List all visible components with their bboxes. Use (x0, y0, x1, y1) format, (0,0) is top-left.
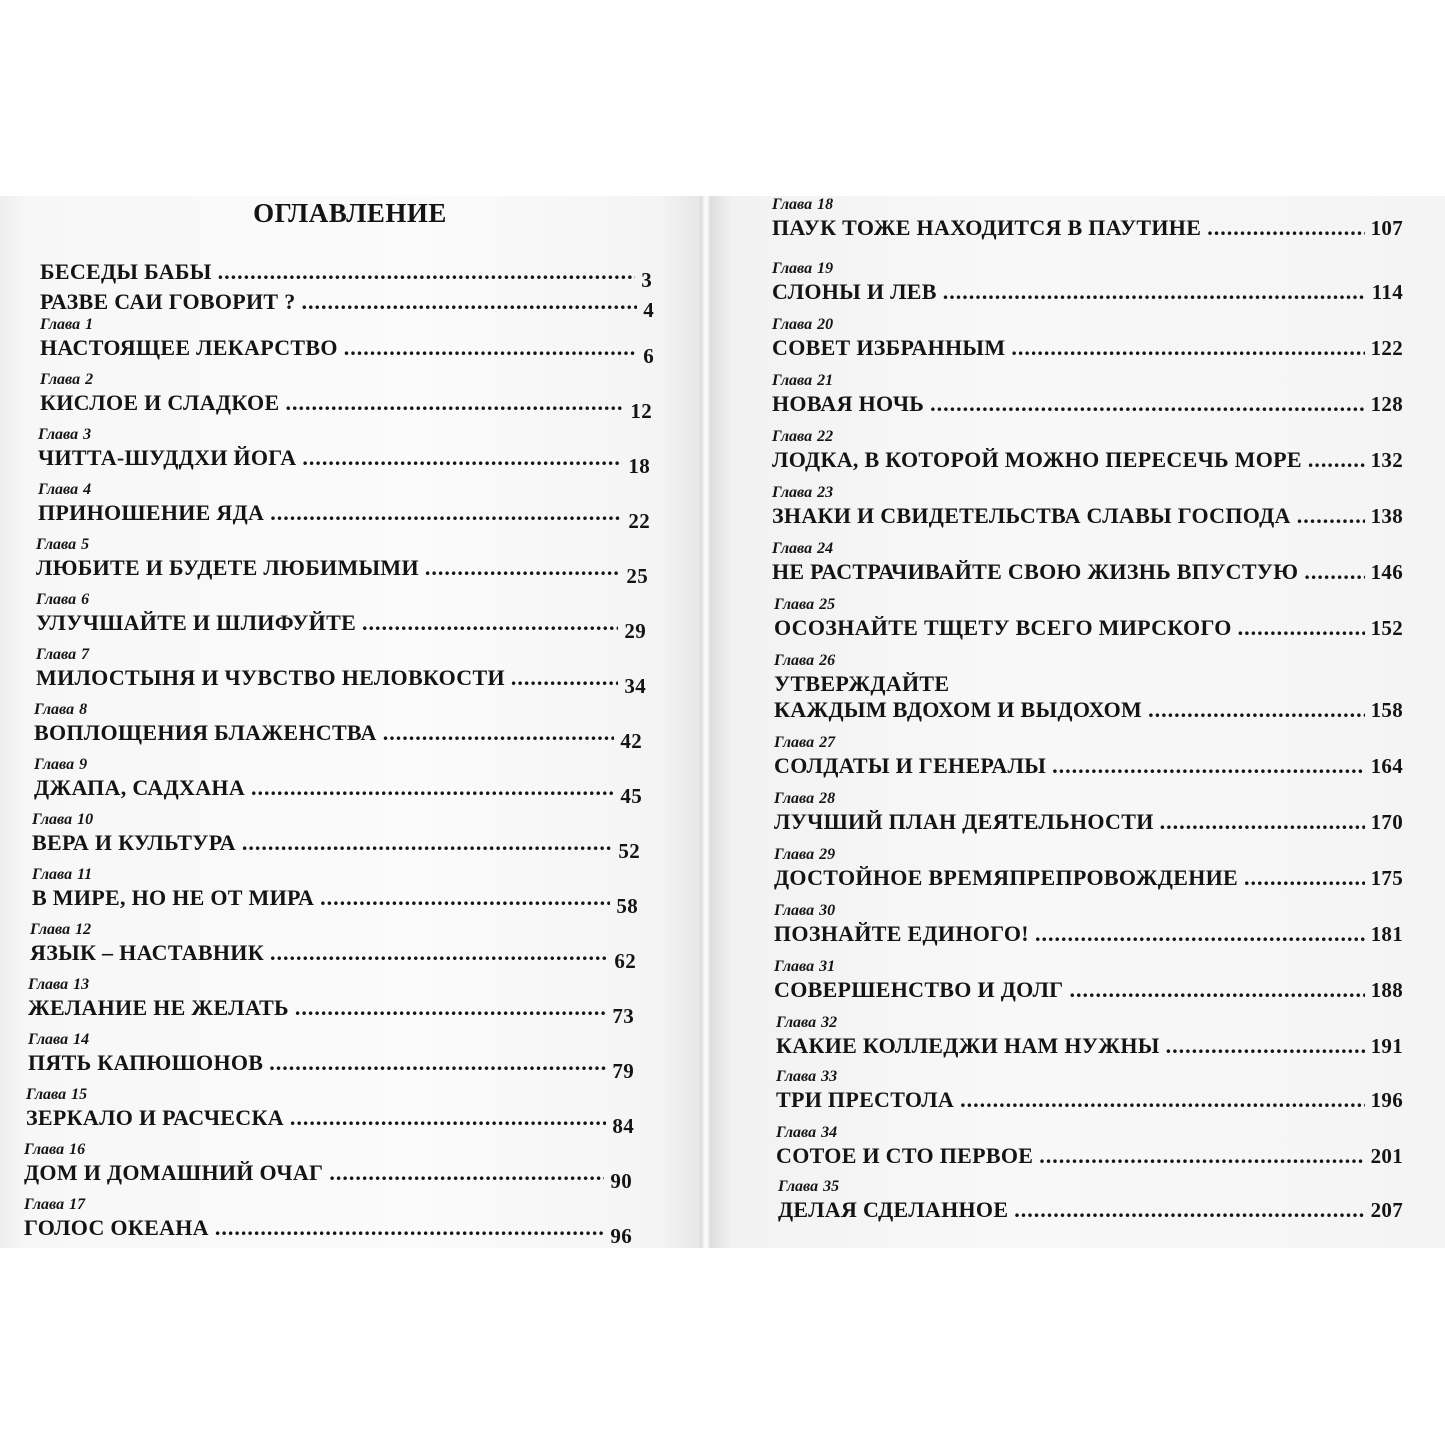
toc-entry (36, 536, 648, 588)
entry-title: ЛОДКА, В КОТОРОЙ МОЖНО ПЕРЕСЕЧЬ МОРЕ (772, 447, 1302, 472)
chapter-word: Глава (776, 1068, 817, 1085)
chapter-label (32, 811, 93, 829)
toc-entry (26, 1086, 634, 1138)
toc-entry (28, 976, 634, 1028)
chapter-word: Глава (774, 790, 815, 807)
page-number: 196 (1370, 1088, 1403, 1112)
chapter-number: 22 (817, 428, 834, 445)
page-number: 4 (643, 298, 654, 322)
toc-entry (36, 591, 646, 643)
chapter-word: Глава (36, 591, 77, 608)
dot-leader (1244, 864, 1365, 892)
entry-title: ЖЕЛАНИЕ НЕ ЖЕЛАТЬ (28, 995, 289, 1020)
chapter-word: Глава (34, 756, 75, 773)
entry-row (28, 1049, 634, 1083)
chapter-number: 23 (817, 484, 834, 501)
entry-row (38, 444, 650, 478)
left-page (0, 196, 702, 1248)
page-number: 207 (1370, 1198, 1403, 1222)
toc-entry (772, 372, 1403, 424)
entry-row (772, 558, 1403, 586)
page-number: 79 (612, 1059, 634, 1083)
entry-row (34, 774, 642, 808)
entry-title: КИСЛОЕ И СЛАДКОЕ (40, 390, 280, 415)
chapter-label (26, 1086, 87, 1104)
entry-title: ПАУК ТОЖЕ НАХОДИТСЯ В ПАУТИНЕ (772, 215, 1202, 240)
chapter-word: Глава (24, 1196, 65, 1213)
chapter-label (40, 371, 93, 389)
chapter-word: Глава (772, 260, 813, 277)
toc-entry (774, 596, 1403, 648)
chapter-word: Глава (774, 958, 815, 975)
dot-leader (960, 1086, 1364, 1114)
chapter-word: Глава (776, 1124, 817, 1141)
dot-leader (1160, 808, 1365, 836)
entry-row (774, 920, 1403, 948)
toc-entry (34, 701, 642, 753)
dot-leader (1035, 920, 1365, 948)
chapter-number: 31 (819, 958, 836, 975)
chapter-label (774, 846, 835, 864)
dot-leader (1148, 696, 1365, 724)
page-number: 58 (616, 894, 638, 918)
chapter-label (36, 646, 89, 664)
toc-entry (30, 921, 636, 973)
page-number: 152 (1370, 616, 1403, 640)
toc-entry (32, 811, 640, 863)
chapter-word: Глава (774, 846, 815, 863)
entry-row (774, 864, 1403, 892)
chapter-number: 15 (71, 1086, 88, 1103)
chapter-word: Глава (36, 646, 77, 663)
toc-entry (776, 1068, 1403, 1120)
dot-leader (1207, 214, 1364, 242)
dot-leader (383, 719, 615, 747)
chapter-number: 32 (821, 1014, 838, 1031)
chapter-label (40, 316, 93, 334)
chapter-label (772, 196, 833, 214)
page-number: 138 (1370, 504, 1403, 528)
chapter-word: Глава (772, 316, 813, 333)
entry-title: НОВАЯ НОЧЬ (772, 391, 925, 416)
entry-title: В МИРЕ, НО НЕ ОТ МИРА (32, 885, 315, 910)
dot-leader (1039, 1142, 1364, 1170)
toc-entry (776, 1014, 1403, 1066)
chapter-word: Глава (24, 1141, 65, 1158)
chapter-label (772, 316, 833, 334)
chapter-label (772, 372, 833, 390)
chapter-number: 26 (819, 652, 836, 669)
entry-title: ГОЛОС ОКЕАНА (24, 1215, 209, 1240)
dot-leader (1297, 502, 1365, 530)
chapter-number: 7 (81, 646, 90, 663)
entry-title-line (774, 670, 1403, 698)
dot-leader (344, 334, 637, 362)
dot-leader (270, 499, 622, 527)
chapter-number: 33 (821, 1068, 838, 1085)
entry-title: КАКИЕ КОЛЛЕДЖИ НАМ НУЖНЫ (776, 1033, 1160, 1058)
chapter-number: 4 (83, 481, 92, 498)
page-number: 191 (1370, 1034, 1403, 1058)
dot-leader (362, 609, 618, 637)
chapter-word: Глава (774, 652, 815, 669)
entry-row (772, 390, 1403, 418)
toc-entry (772, 540, 1403, 592)
entry-title: СОТОЕ И СТО ПЕРВОЕ (776, 1143, 1034, 1168)
dot-leader (1052, 752, 1364, 780)
entry-title: СОВЕТ ИЗБРАННЫМ (772, 335, 1006, 360)
chapter-number: 21 (817, 372, 834, 389)
entry-title: ЧИТТА-ШУДДХИ ЙОГА (38, 445, 297, 470)
chapter-number: 25 (819, 596, 836, 613)
chapter-label (24, 1196, 85, 1214)
entry-row (30, 939, 636, 973)
chapter-label (774, 902, 835, 920)
chapter-number: 24 (817, 540, 834, 557)
dot-leader (251, 774, 614, 802)
toc-entry (24, 1196, 632, 1248)
right-page (710, 196, 1445, 1248)
entry-row (32, 884, 638, 918)
toc-entry (38, 426, 650, 478)
dot-leader (215, 1214, 605, 1242)
page-number: 34 (624, 674, 646, 698)
entry-row (774, 808, 1403, 836)
chapter-label (38, 481, 91, 499)
dot-leader (302, 444, 622, 472)
chapter-number: 19 (817, 260, 834, 277)
entry-row (776, 1086, 1403, 1114)
entry-row (38, 499, 650, 533)
chapter-word: Глава (772, 372, 813, 389)
toc-entry (40, 371, 652, 423)
entry-title: УЛУЧШАЙТЕ И ШЛИФУЙТЕ (36, 610, 357, 635)
chapter-word: Глава (34, 701, 75, 718)
dot-leader (1014, 1196, 1364, 1224)
toc-entry (774, 958, 1403, 1010)
toc-title: ОГЛАВЛЕНИЕ (253, 198, 447, 228)
dot-leader (1238, 614, 1365, 642)
chapter-word: Глава (26, 1086, 67, 1103)
chapter-label (38, 426, 91, 444)
toc-entry (24, 1141, 632, 1193)
entry-title: ПРИНОШЕНИЕ ЯДА (38, 500, 265, 525)
dot-leader (1069, 976, 1364, 1004)
chapter-label (772, 484, 833, 502)
entry-title: РАЗВЕ САИ ГОВОРИТ ? (40, 289, 296, 314)
chapter-word: Глава (772, 428, 813, 445)
page-number: 114 (1371, 280, 1403, 304)
dot-leader (1166, 1032, 1365, 1060)
entry-title: ПЯТЬ КАПЮШОНОВ (28, 1050, 264, 1075)
page-number: 29 (624, 619, 646, 643)
chapter-word: Глава (40, 371, 81, 388)
chapter-label (772, 540, 833, 558)
dot-leader (930, 390, 1364, 418)
page-number: 201 (1370, 1144, 1403, 1168)
page-number: 52 (618, 839, 640, 863)
chapter-number: 27 (819, 734, 836, 751)
entry-row (40, 288, 654, 322)
entry-title: ОСОЗНАЙТЕ ТЩЕТУ ВСЕГО МИРСКОГО (774, 615, 1232, 640)
dot-leader (329, 1159, 604, 1187)
chapter-label (774, 958, 835, 976)
toc-entry (772, 316, 1403, 368)
entry-row (774, 752, 1403, 780)
entry-title: ВОПЛОЩЕНИЯ БЛАЖЕНСТВА (34, 720, 377, 745)
entry-title: ЛЮБИТЕ И БУДЕТЕ ЛЮБИМЫМИ (36, 555, 419, 580)
chapter-number: 6 (81, 591, 90, 608)
page-number: 42 (620, 729, 642, 753)
dot-leader (302, 288, 638, 316)
toc-entry (772, 428, 1403, 480)
chapter-label (774, 652, 835, 670)
entry-row (40, 334, 654, 368)
chapter-label (772, 260, 833, 278)
entry-title: ДОМ И ДОМАШНИЙ ОЧАГ (24, 1160, 324, 1185)
entry-row (772, 334, 1403, 362)
toc-entry (34, 756, 642, 808)
chapter-number: 34 (821, 1124, 838, 1141)
chapter-number: 3 (83, 426, 92, 443)
page-number: 107 (1370, 216, 1403, 240)
dot-leader (425, 554, 620, 582)
entry-title: ЯЗЫК – НАСТАВНИК (30, 940, 264, 965)
chapter-number: 1 (85, 316, 94, 333)
chapter-number: 28 (819, 790, 836, 807)
entry-title: УТВЕРЖДАЙТЕ (774, 671, 950, 696)
entry-row (24, 1214, 632, 1248)
chapter-label (34, 756, 87, 774)
chapter-word: Глава (28, 1031, 69, 1048)
chapter-number: 18 (817, 196, 834, 213)
entry-title: ЗНАКИ И СВИДЕТЕЛЬСТВА СЛАВЫ ГОСПОДА (772, 503, 1291, 528)
toc-entry (772, 260, 1403, 312)
chapter-label (776, 1068, 837, 1086)
chapter-word: Глава (772, 540, 813, 557)
page-number: 122 (1370, 336, 1403, 360)
page-number: 90 (610, 1169, 632, 1193)
page-number: 175 (1370, 866, 1403, 890)
page-number: 96 (610, 1224, 632, 1248)
entry-row (40, 389, 652, 423)
dot-leader (320, 884, 610, 912)
dot-leader (218, 258, 636, 286)
page-number: 73 (612, 1004, 634, 1028)
chapter-number: 8 (79, 701, 88, 718)
entry-row (776, 1142, 1403, 1170)
chapter-number: 13 (73, 976, 90, 993)
entry-title: ДЕЛАЯ СДЕЛАННОЕ (778, 1197, 1009, 1222)
entry-row (32, 829, 640, 863)
entry-row (774, 696, 1403, 724)
page-number: 132 (1370, 448, 1403, 472)
page-number: 170 (1370, 810, 1403, 834)
chapter-number: 29 (819, 846, 836, 863)
page-number: 22 (628, 509, 650, 533)
toc-entry (774, 790, 1403, 842)
dot-leader (1011, 334, 1364, 362)
chapter-word: Глава (38, 426, 79, 443)
chapter-number: 16 (69, 1141, 86, 1158)
entry-row (776, 1032, 1403, 1060)
chapter-number: 20 (817, 316, 834, 333)
chapter-word: Глава (38, 481, 79, 498)
entry-title: НЕ РАСТРАЧИВАЙТЕ СВОЮ ЖИЗНЬ ВПУСТУЮ (772, 559, 1299, 584)
toc-entry (774, 652, 1403, 732)
dot-leader (1308, 446, 1365, 474)
chapter-word: Глава (772, 484, 813, 501)
entry-row (36, 664, 646, 698)
entry-row (28, 994, 634, 1028)
page-number: 164 (1370, 754, 1403, 778)
toc-entry (32, 866, 638, 918)
entry-title: ТРИ ПРЕСТОЛА (776, 1087, 955, 1112)
entry-row (778, 1196, 1403, 1224)
page-number: 62 (614, 949, 636, 973)
chapter-label (778, 1178, 839, 1196)
entry-row (40, 258, 652, 292)
page-number: 146 (1370, 560, 1403, 584)
entry-title: ВЕРА И КУЛЬТУРА (32, 830, 236, 855)
chapter-number: 12 (75, 921, 92, 938)
chapter-number: 10 (77, 811, 94, 828)
page-number: 45 (620, 784, 642, 808)
page-number: 158 (1370, 698, 1403, 722)
entry-title: ЛУЧШИЙ ПЛАН ДЕЯТЕЛЬНОСТИ (774, 809, 1154, 834)
chapter-word: Глава (36, 536, 77, 553)
chapter-word: Глава (778, 1178, 819, 1195)
chapter-number: 30 (819, 902, 836, 919)
chapter-word: Глава (40, 316, 81, 333)
toc-entry (778, 1178, 1403, 1230)
toc-entry (28, 1031, 634, 1083)
dot-leader (270, 939, 608, 967)
chapter-word: Глава (30, 921, 71, 938)
toc-entry (772, 484, 1403, 536)
entry-row (772, 502, 1403, 530)
entry-row (772, 278, 1403, 306)
toc-entry (774, 902, 1403, 954)
entry-title: КАЖДЫМ ВДОХОМ И ВЫДОХОМ (774, 697, 1143, 722)
chapter-label (28, 976, 89, 994)
entry-row (772, 446, 1403, 474)
chapter-number: 11 (77, 866, 93, 883)
chapter-word: Глава (32, 866, 73, 883)
page-number: 12 (630, 399, 652, 423)
toc-entry (774, 846, 1403, 898)
chapter-label (774, 790, 835, 808)
chapter-label (32, 866, 92, 884)
entry-title: МИЛОСТЫНЯ И ЧУВСТВО НЕЛОВКОСТИ (36, 665, 505, 690)
entry-row (774, 614, 1403, 642)
entry-title: ДЖАПА, САДХАНА (34, 775, 246, 800)
chapter-number: 17 (69, 1196, 86, 1213)
chapter-label (24, 1141, 85, 1159)
chapter-word: Глава (774, 902, 815, 919)
page-number: 6 (643, 344, 654, 368)
toc-entry (772, 196, 1403, 248)
entry-row (774, 976, 1403, 1004)
entry-row (24, 1159, 632, 1193)
entry-row (772, 214, 1403, 242)
chapter-number: 35 (823, 1178, 840, 1195)
page-number: 188 (1370, 978, 1403, 1002)
chapter-label (36, 536, 89, 554)
entry-title: НАСТОЯЩЕЕ ЛЕКАРСТВО (40, 335, 338, 360)
page-number: 25 (626, 564, 648, 588)
chapter-label (774, 596, 835, 614)
entry-row (26, 1104, 634, 1138)
toc-entry (38, 481, 650, 533)
toc-entry (40, 316, 654, 368)
page-number: 18 (628, 454, 650, 478)
entry-title: БЕСЕДЫ БАБЫ (40, 259, 212, 284)
chapter-word: Глава (776, 1014, 817, 1031)
chapter-number: 9 (79, 756, 88, 773)
chapter-word: Глава (772, 196, 813, 213)
chapter-word: Глава (774, 596, 815, 613)
entry-row (36, 609, 646, 643)
page-number: 3 (641, 268, 652, 292)
dot-leader (943, 278, 1366, 306)
chapter-word: Глава (774, 734, 815, 751)
chapter-label (30, 921, 91, 939)
chapter-number: 5 (81, 536, 90, 553)
chapter-word: Глава (32, 811, 73, 828)
chapter-label (34, 701, 87, 719)
toc-entry (774, 734, 1403, 786)
chapter-number: 14 (73, 1031, 90, 1048)
dot-leader (511, 664, 619, 692)
entry-title: СОВЕРШЕНСТВО И ДОЛГ (774, 977, 1064, 1002)
toc-entry (36, 646, 646, 698)
chapter-word: Глава (28, 976, 69, 993)
dot-leader (242, 829, 613, 857)
entry-title: ЗЕРКАЛО И РАСЧЕСКА (26, 1105, 284, 1130)
chapter-label (776, 1014, 837, 1032)
entry-row (36, 554, 648, 588)
chapter-label (36, 591, 89, 609)
page-number: 181 (1370, 922, 1403, 946)
toc-entry (776, 1124, 1403, 1176)
chapter-label (774, 734, 835, 752)
dot-leader (1304, 558, 1364, 586)
chapter-label (772, 428, 833, 446)
dot-leader (285, 389, 624, 417)
page-number: 128 (1370, 392, 1403, 416)
entry-title: СЛОНЫ И ЛЕВ (772, 279, 937, 304)
entry-title: СОЛДАТЫ И ГЕНЕРАЛЫ (774, 753, 1047, 778)
page-number: 84 (612, 1114, 634, 1138)
chapter-label (776, 1124, 837, 1142)
entry-title: ПОЗНАЙТЕ ЕДИНОГО! (774, 921, 1029, 946)
dot-leader (295, 994, 606, 1022)
entry-title: ДОСТОЙНОЕ ВРЕМЯПРЕПРОВОЖДЕНИЕ (774, 865, 1239, 890)
dot-leader (290, 1104, 607, 1132)
dot-leader (269, 1049, 606, 1077)
entry-row (34, 719, 642, 753)
chapter-label (28, 1031, 89, 1049)
chapter-number: 2 (85, 371, 94, 388)
